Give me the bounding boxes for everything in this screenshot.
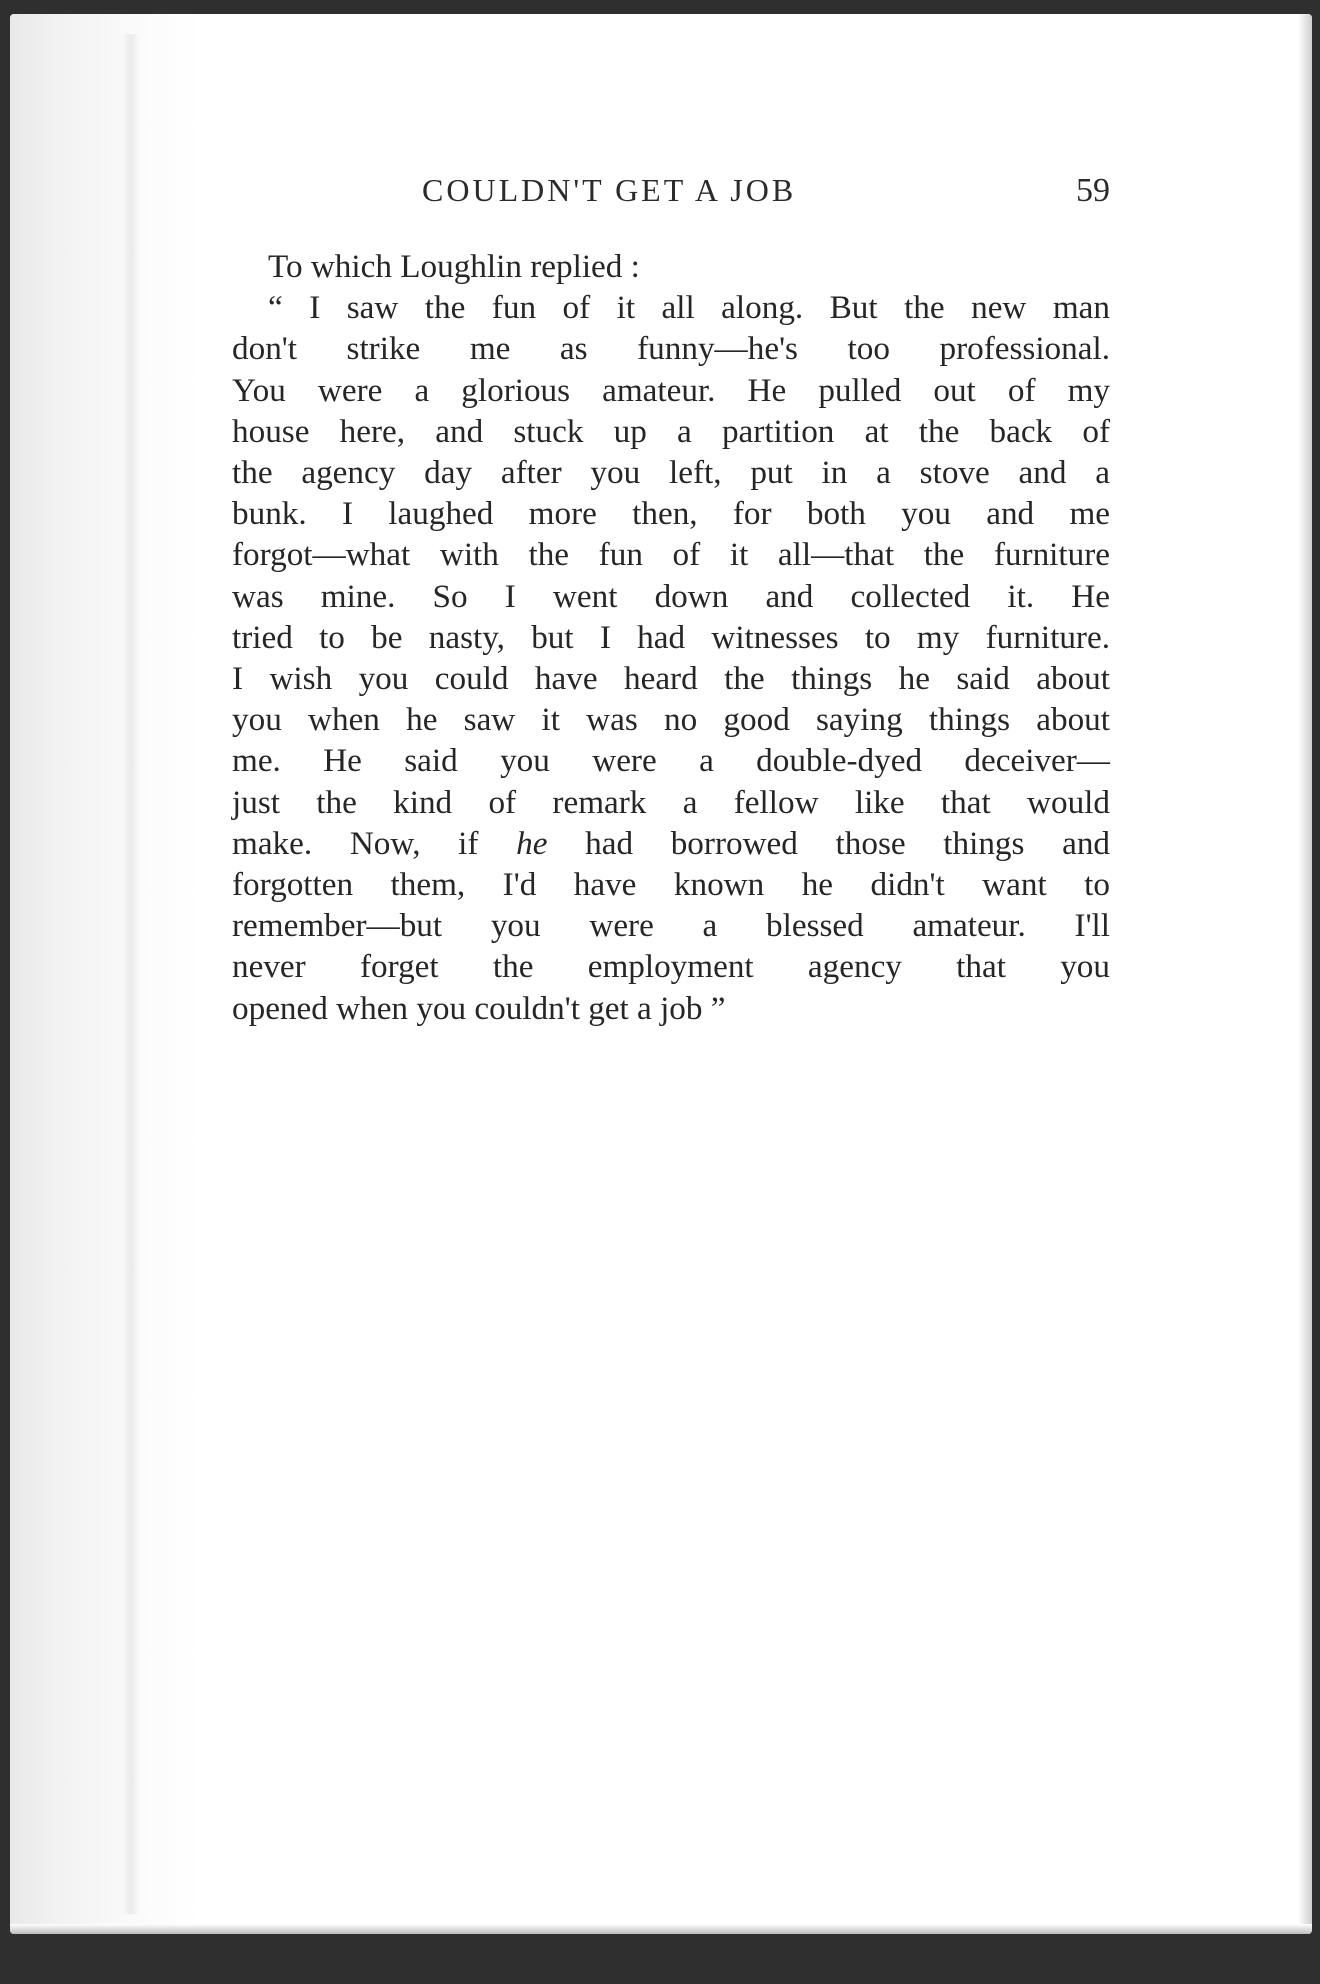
text-line: me. He said you were a double-dyed deceiver— — [232, 742, 1110, 780]
page-gutter-shadow — [10, 14, 200, 1934]
text-line: forgotten them, I'd have known he didn't want to — [232, 866, 1110, 904]
text-line: opened when you couldn't get a job ” — [232, 989, 726, 1027]
emphasis-he: he — [516, 824, 548, 862]
text-line: You were a glorious amateur. He pulled out of my — [232, 371, 1110, 409]
text-line: forgot—what with the fun of it all—that the furniture — [232, 536, 1110, 574]
page-bottom-edge — [10, 1924, 1312, 1934]
text-line: make. Now, if he had borrowed those things and — [232, 824, 1111, 862]
page-right-edge — [1298, 14, 1312, 1934]
text-line: just the kind of remark a fellow like that would — [232, 783, 1110, 821]
text-line: bunk. I laughed more then, for both you and me — [232, 495, 1110, 533]
text-line: I wish you could have heard the things he said about — [232, 660, 1110, 698]
text-line: remember—but you were a blessed amateur. I'll — [232, 907, 1110, 945]
body-text — [232, 246, 1110, 1029]
text-line: house here, and stuck up a partition at the back of — [232, 412, 1110, 450]
text-line: tried to be nasty, but I had witnesses to my furniture. — [232, 618, 1110, 656]
binding-crease — [122, 34, 140, 1914]
text-line: was mine. So I went down and collected it. He — [232, 577, 1110, 615]
running-title: COULDN'T GET A JOB — [422, 172, 797, 208]
lead-paragraph: To which Loughlin replied : — [268, 248, 640, 285]
page-number: 59 — [1076, 172, 1110, 209]
text-line: never forget the employment agency that you — [232, 948, 1110, 986]
text-line: “ I saw the fun of it all along. But the new man — [268, 289, 1110, 327]
running-head — [232, 172, 1110, 222]
text-line: don't strike me as funny—he's too professional. — [232, 330, 1110, 368]
book-page — [10, 14, 1312, 1934]
quote-paragraph — [232, 287, 1110, 1029]
text-line: the agency day after you left, put in a stove and a — [232, 454, 1110, 492]
text-line: you when he saw it was no good saying things about — [232, 701, 1110, 739]
